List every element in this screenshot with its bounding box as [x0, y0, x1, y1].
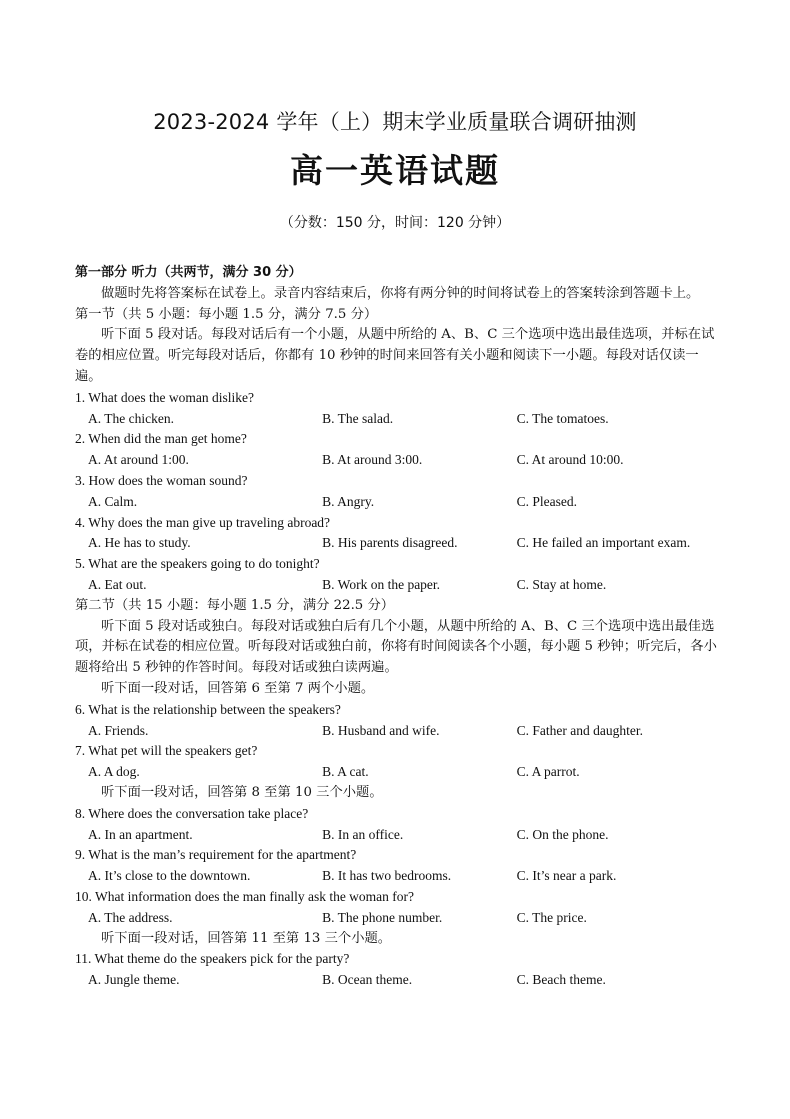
section2-instructions: 听下面 5 段对话或独白。每段对话或独白后有几个小题，从题中所给的 A、B、C 三个选项中选出最佳选项，并标在试卷的相应位置。听每段对话或独白前，你将有时间阅读各个小题，每小题 5 秒钟；听完后，各小题将给出 5 秒钟的作答时间。每段对话或独白读两遍。: [75, 618, 717, 676]
question: [75, 887, 725, 929]
question: [75, 845, 725, 887]
question-options: [75, 762, 725, 783]
question-stem: 10. What information does the man finally ask the woman for?: [75, 888, 415, 904]
question: [75, 554, 725, 596]
option-b: B. His parents disagreed.: [322, 535, 458, 551]
option-c: C. It’s near a park.: [516, 868, 617, 884]
question-stem: 5. What are the speakers going to do tonight?: [75, 556, 320, 572]
question-options: [75, 492, 725, 513]
question-options: [75, 866, 725, 887]
option-c: C. On the phone.: [516, 826, 609, 842]
option-b: B. The phone number.: [322, 909, 443, 925]
question-stem: 8. Where does the conversation take place?: [75, 805, 309, 821]
option-b: B. Ocean theme.: [322, 972, 413, 988]
option-a: A. Eat out.: [88, 576, 147, 592]
option-c: C. Stay at home.: [516, 576, 607, 592]
option-a: A. At around 1:00.: [88, 452, 189, 468]
question: [75, 949, 725, 991]
part1-heading: 第一部分 听力（共两节，满分 30 分）: [75, 265, 302, 280]
option-a: A. Calm.: [88, 493, 138, 509]
option-c: C. Pleased.: [516, 493, 577, 509]
dialog-prompt: 听下面一段对话，回答第 6 至第 7 两个小题。: [101, 680, 375, 696]
option-b: B. Work on the paper.: [322, 576, 441, 592]
question-options: [75, 970, 725, 991]
option-b: B. It has two bedrooms.: [322, 868, 452, 884]
question-options: [75, 409, 725, 430]
question-options: [75, 908, 725, 929]
question: [75, 388, 725, 430]
option-c: C. A parrot.: [516, 764, 580, 780]
option-a: A. He has to study.: [88, 535, 191, 551]
option-b: B. The salad.: [322, 410, 394, 426]
option-c: C. He failed an important exam.: [516, 535, 691, 551]
score-time-info: （分数：150 分，时间：120 分钟）: [279, 215, 511, 231]
option-c: C. Beach theme.: [516, 972, 606, 988]
question-stem: 1. What does the woman dislike?: [75, 389, 254, 405]
option-a: A. The address.: [88, 909, 173, 925]
dialog-prompt: 听下面一段对话，回答第 11 至第 13 三个小题。: [101, 930, 392, 946]
question-stem: 11. What theme do the speakers pick for the party?: [75, 951, 350, 967]
question: [75, 471, 725, 513]
option-c: C. The tomatoes.: [516, 410, 609, 426]
option-c: C. At around 10:00.: [516, 452, 624, 468]
option-a: A. A dog.: [88, 764, 140, 780]
option-a: A. In an apartment.: [88, 826, 193, 842]
question: [75, 513, 725, 555]
question: [75, 429, 725, 471]
question-stem: 6. What is the relationship between the speakers?: [75, 701, 341, 717]
question-options: [75, 575, 725, 596]
question: [75, 700, 725, 742]
dialog-prompt: 听下面一段对话，回答第 8 至第 10 三个小题。: [101, 784, 383, 800]
question-stem: 3. How does the woman sound?: [75, 472, 248, 488]
question-options: [75, 825, 725, 846]
question-stem: 4. Why does the man give up traveling abroad?: [75, 514, 331, 530]
option-a: A. It’s close to the downtown.: [88, 868, 251, 884]
option-a: A. Friends.: [88, 722, 149, 738]
option-b: B. A cat.: [322, 764, 369, 780]
option-c: C. The price.: [516, 909, 587, 925]
option-c: C. Father and daughter.: [516, 722, 643, 738]
question-options: [75, 450, 725, 471]
question-options: [75, 721, 725, 742]
part1-instructions: 做题时先将答案标在试卷上。录音内容结束后，你将有两分钟的时间将试卷上的答案转涂到答题卡上。: [101, 285, 700, 301]
section1-instructions: 听下面 5 段对话。每段对话后有一个小题，从题中所给的 A、B、C 三个选项中选出最佳选项，并标在试卷的相应位置。听完每段对话后，你都有 10 秒钟的时间来回答有关小题和阅读下一小题。每段对话仅读一遍。: [75, 327, 715, 384]
section1-heading: 第一节（共 5 小题：每小题 1.5 分，满分 7.5 分）: [75, 306, 378, 322]
exam-content: [75, 263, 725, 991]
option-b: B. Angry.: [322, 493, 375, 509]
option-a: A. The chicken.: [88, 410, 174, 426]
section2-heading: 第二节（共 15 小题：每小题 1.5 分，满分 22.5 分）: [75, 597, 395, 613]
question: [75, 804, 725, 846]
question: [75, 741, 725, 783]
option-a: A. Jungle theme.: [88, 972, 180, 988]
exam-subject-title: 高一英语试题: [290, 151, 500, 190]
option-b: B. At around 3:00.: [322, 452, 423, 468]
question-stem: 9. What is the man’s requirement for the apartment?: [75, 847, 357, 863]
question-stem: 7. What pet will the speakers get?: [75, 743, 258, 759]
option-b: B. In an office.: [322, 826, 404, 842]
question-stem: 2. When did the man get home?: [75, 431, 247, 447]
option-b: B. Husband and wife.: [322, 722, 440, 738]
exam-title: 2023-2024 学年（上）期末学业质量联合调研抽测: [153, 110, 637, 134]
question-options: [75, 533, 725, 554]
